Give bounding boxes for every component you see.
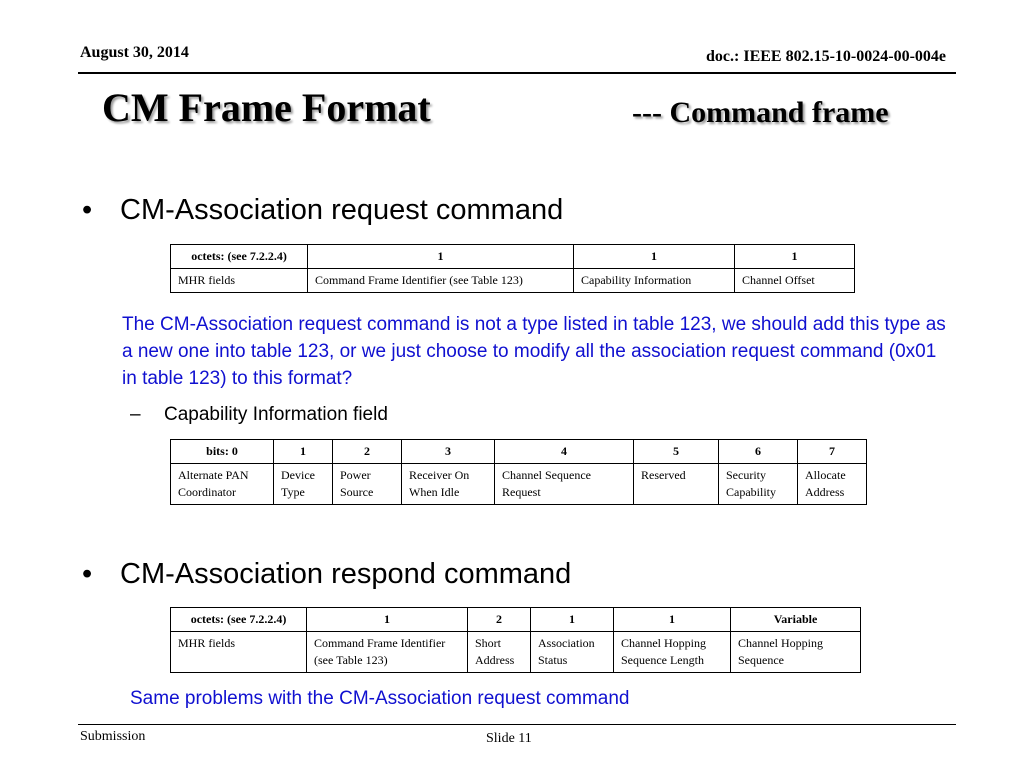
table-cell: 2 (333, 440, 402, 464)
request-note: The CM-Association request command is not a type listed in table 123, we should add this type as a new one into table 123, or we just choose to modify all the association request command (0x01 in table 123) to this format? (122, 314, 946, 389)
table-cell: 1 (614, 608, 731, 632)
bullet-dot-icon: • (82, 558, 93, 590)
table-cell: bits: 0 (171, 440, 274, 464)
table-cell: MHR fields (171, 269, 308, 293)
table-cell: 7 (798, 440, 867, 464)
table-cell: 3 (402, 440, 495, 464)
table-cell: 1 (274, 440, 333, 464)
table-cell: Alternate PAN Coordinator (171, 464, 274, 505)
table-header-row (171, 245, 855, 269)
table-cell: Channel Offset (735, 269, 855, 293)
sub-bullet-text: Capability Information field (164, 404, 388, 425)
capability-info-table (170, 439, 867, 505)
table-cell: 1 (307, 608, 468, 632)
table-cell: MHR fields (171, 632, 307, 673)
table-header-row (171, 608, 861, 632)
sub-bullet-capability (130, 404, 388, 426)
table-cell: 1 (531, 608, 614, 632)
table-cell: Allocate Address (798, 464, 867, 505)
table-cell: 2 (468, 608, 531, 632)
respond-note: Same problems with the CM-Association request command (130, 688, 630, 709)
bullet-association-respond (82, 558, 571, 591)
table-cell: Power Source (333, 464, 402, 505)
header-divider (78, 72, 956, 74)
slide-subtitle: --- Command frame (632, 96, 889, 129)
table-cell: Channel Hopping Sequence Length (614, 632, 731, 673)
table-cell: Association Status (531, 632, 614, 673)
table-cell: 1 (574, 245, 735, 269)
dash-icon: – (130, 404, 141, 425)
table-cell: Security Capability (719, 464, 798, 505)
table-cell: Receiver On When Idle (402, 464, 495, 505)
table-cell: Short Address (468, 632, 531, 673)
bullet-text: CM-Association request command (120, 194, 564, 226)
footer-divider (78, 724, 956, 725)
table-row (171, 632, 861, 673)
table-cell: Command Frame Identifier (see Table 123) (308, 269, 574, 293)
slide-title: CM Frame Format (102, 85, 431, 130)
header-doc-id: doc.: IEEE 802.15-10-0024-00-004e (706, 48, 946, 65)
table-cell: Capability Information (574, 269, 735, 293)
table-cell: Channel Sequence Request (495, 464, 634, 505)
table-cell: Channel Hopping Sequence (731, 632, 861, 673)
table-cell: 4 (495, 440, 634, 464)
request-frame-table (170, 244, 855, 293)
footer-submission: Submission (80, 729, 146, 744)
respond-frame-table (170, 607, 861, 673)
bullet-dot-icon: • (82, 194, 93, 226)
table-cell: 5 (634, 440, 719, 464)
table-cell: Reserved (634, 464, 719, 505)
table-header-row (171, 440, 867, 464)
table-cell: octets: (see 7.2.2.4) (171, 608, 307, 632)
bullet-text: CM-Association respond command (120, 558, 572, 590)
header-date: August 30, 2014 (80, 44, 189, 61)
slide-number: Slide 11 (486, 731, 532, 746)
table-row (171, 269, 855, 293)
table-cell: octets: (see 7.2.2.4) (171, 245, 308, 269)
bullet-association-request (82, 194, 563, 227)
table-cell: Variable (731, 608, 861, 632)
table-cell: Device Type (274, 464, 333, 505)
table-cell: Command Frame Identifier (see Table 123) (307, 632, 468, 673)
table-cell: 1 (735, 245, 855, 269)
table-row (171, 464, 867, 505)
table-cell: 1 (308, 245, 574, 269)
table-cell: 6 (719, 440, 798, 464)
